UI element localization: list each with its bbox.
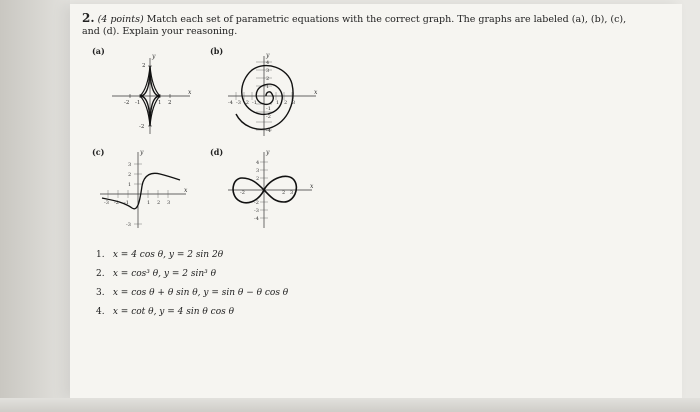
problem-number: 2. bbox=[82, 11, 95, 25]
tick-label: -2 bbox=[139, 124, 145, 130]
graph-b-label: (b) bbox=[210, 46, 224, 56]
tick-label: 4 bbox=[266, 60, 270, 66]
equation-item bbox=[96, 265, 396, 284]
graph-b bbox=[226, 52, 318, 138]
tick-label: 2 bbox=[157, 200, 161, 206]
graph-c-label: (c) bbox=[92, 147, 105, 157]
tick-label: -3 bbox=[254, 208, 259, 214]
tick-label: 3 bbox=[292, 100, 296, 106]
equation-number: 1. bbox=[96, 250, 105, 260]
axis-y-label: y bbox=[266, 52, 270, 59]
tick-label: 3 bbox=[256, 168, 260, 174]
tick-label: 2 bbox=[142, 63, 146, 69]
tick-label: 2 bbox=[128, 172, 132, 178]
axis-y-label: y bbox=[152, 53, 156, 60]
graph-d bbox=[226, 150, 314, 230]
tick-label: -4 bbox=[254, 216, 259, 222]
tick-label: -2 bbox=[254, 200, 259, 206]
axis-x-label: x bbox=[310, 183, 314, 190]
tick-label: 2 bbox=[284, 100, 288, 106]
page-bottom-shadow bbox=[0, 398, 700, 412]
tick-label: 1 bbox=[266, 84, 270, 90]
equation-number: 3. bbox=[96, 288, 105, 298]
tick-label: 1 bbox=[158, 100, 162, 106]
tick-label: 1 bbox=[276, 100, 280, 106]
tick-label: 2 bbox=[282, 190, 286, 196]
tick-label: 1 bbox=[128, 182, 132, 188]
axis-x-label: x bbox=[188, 89, 192, 96]
graph-d-label: (d) bbox=[210, 147, 224, 157]
axis-y-label: y bbox=[140, 149, 144, 156]
problem-statement bbox=[82, 12, 642, 38]
tick-label: -3 bbox=[104, 200, 109, 206]
equation-number: 4. bbox=[96, 307, 105, 317]
equation-text: x = 4 cos θ, y = 2 sin 2θ bbox=[112, 250, 224, 260]
tick-label: 3 bbox=[266, 68, 270, 74]
tick-label: -1 bbox=[266, 106, 271, 112]
equation-item bbox=[96, 284, 396, 303]
curve-b bbox=[236, 66, 296, 130]
tick-label: -4 bbox=[228, 100, 233, 106]
problem-text: Match each set of parametric equations with the correct graph. The graphs are labeled (a), (b), (c), and (d). Explain your reasoning. bbox=[82, 14, 627, 37]
tick-label: -4 bbox=[266, 128, 271, 134]
equation-item bbox=[96, 246, 396, 265]
axis-x-label: x bbox=[314, 89, 318, 96]
tick-label: -2 bbox=[244, 100, 249, 106]
tick-label: -2 bbox=[240, 190, 245, 196]
tick-label: -2 bbox=[124, 100, 130, 106]
tick-label: 3 bbox=[167, 200, 171, 206]
equation-text: x = cos³ θ, y = 2 sin³ θ bbox=[112, 269, 217, 279]
equation-text: x = cos θ + θ sin θ, y = sin θ − θ cos θ bbox=[112, 288, 289, 298]
tick-label: -3 bbox=[236, 100, 241, 106]
tick-label: 2 bbox=[256, 176, 260, 182]
page-shadow bbox=[0, 0, 70, 412]
equation-number: 2. bbox=[96, 269, 105, 279]
equation-list bbox=[96, 246, 396, 322]
tick-label: 4 bbox=[256, 160, 260, 166]
equation-item bbox=[96, 303, 396, 322]
equation-text: x = cot θ, y = 4 sin θ cos θ bbox=[112, 307, 235, 317]
tick-label: -2 bbox=[114, 200, 119, 206]
tick-label: 2 bbox=[266, 76, 270, 82]
tick-label: 2 bbox=[168, 100, 172, 106]
axis-x-label: x bbox=[184, 187, 188, 194]
tick-label: -1 bbox=[124, 200, 129, 206]
graph-c bbox=[98, 150, 188, 230]
graph-a-label: (a) bbox=[92, 46, 105, 56]
graph-a bbox=[108, 52, 192, 136]
tick-label: -1 bbox=[135, 100, 141, 106]
tick-label: 3 bbox=[290, 190, 294, 196]
problem-points: (4 points) bbox=[97, 14, 144, 25]
tick-label: 1 bbox=[147, 200, 151, 206]
tick-label: -2 bbox=[266, 114, 271, 120]
tick-label: -1 bbox=[252, 100, 257, 106]
axis-y-label: y bbox=[266, 149, 270, 156]
tick-label: 3 bbox=[128, 162, 132, 168]
tick-label: -3 bbox=[126, 222, 131, 228]
